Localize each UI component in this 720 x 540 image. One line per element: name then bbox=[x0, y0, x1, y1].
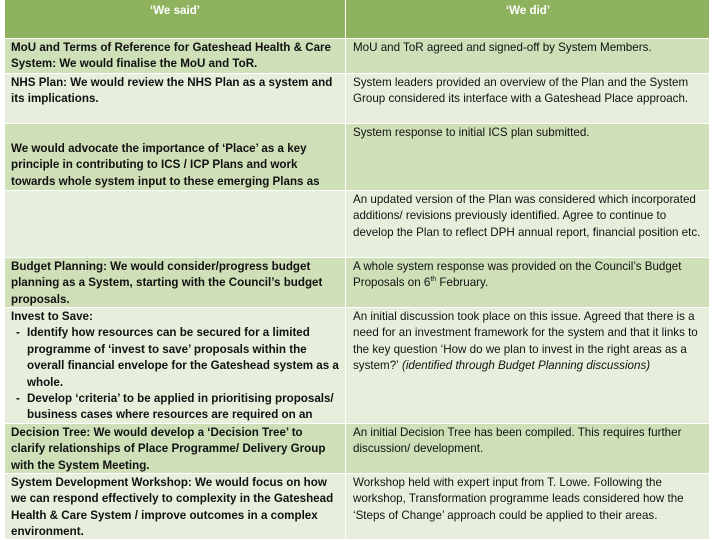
row-plan-update-did: An updated version of the Plan was considered which incorporated additions/ revisions previously identified. Agree to continue to develop the Plan to reflect DPH annual report, financial position etc. bbox=[346, 191, 710, 258]
budget-did-sup: th bbox=[430, 276, 437, 284]
invest-bullet-list bbox=[11, 325, 339, 424]
row-workshop-said: System Development Workshop: We would focus on how we can respond effectively to complexity in the Gateshead Health & Care System / improve outcomes in a complex environment. bbox=[5, 474, 346, 540]
row-decision-said: Decision Tree: We would develop a ‘Decision Tree’ to clarify relationships of Place Programme/ Delivery Group with the System Meeting. bbox=[5, 424, 346, 474]
row-mou-did: MoU and ToR agreed and signed-off by System Members. bbox=[346, 39, 710, 74]
row-budget-did bbox=[346, 258, 710, 308]
row-plan-update-said bbox=[5, 191, 346, 258]
invest-did-note: (identified through Budget Planning discussions) bbox=[398, 359, 651, 373]
header-we-said: ‘We said’ bbox=[5, 0, 346, 39]
invest-bullet: - Develop ‘criteria’ to be applied in prioritising proposals/ business cases where resources are required on an bbox=[27, 391, 339, 424]
budget-did-text: A whole system response was provided on the Council’s Budget Proposals on 6 bbox=[353, 260, 682, 290]
row-budget-said: Budget Planning: We would consider/progress budget planning as a System, starting with the Council’s budget proposals. bbox=[5, 258, 346, 308]
row-place-said: We would advocate the importance of ‘Place’ as a key principle in contributing to ICS / ICP Plans and work towards whole system input to these emerging Plans as bbox=[5, 124, 346, 191]
invest-title: Invest to Save: bbox=[11, 310, 93, 323]
row-workshop-did: Workshop held with expert input from T. Lowe. Following the workshop, Transformation programme leads considered how the ‘Steps of Change’ approach could be applied to their areas. bbox=[346, 474, 710, 540]
row-place-did: System response to initial ICS plan submitted. bbox=[346, 124, 710, 191]
header-we-did: ‘We did’ bbox=[346, 0, 710, 39]
row-invest-said bbox=[5, 308, 346, 424]
row-invest-did bbox=[346, 308, 710, 424]
row-decision-did: An initial Decision Tree has been compiled. This requires further discussion/ development. bbox=[346, 424, 710, 474]
row-nhs-plan-said: NHS Plan: We would review the NHS Plan as a system and its implications. bbox=[5, 74, 346, 124]
we-said-we-did-table bbox=[5, 0, 710, 540]
row-mou-said: MoU and Terms of Reference for Gateshead Health & Care System: We would finalise the MoU and ToR. bbox=[5, 39, 346, 74]
invest-bullet: - Identify how resources can be secured for a limited programme of ‘invest to save’ proposals within the overall financial envelope for the Gateshead system as a whole. bbox=[27, 325, 339, 391]
budget-did-text-end: February. bbox=[436, 276, 489, 290]
invest-did-text: An initial discussion took place on this issue. Agreed that there is a need for an investment framework for the system and that it links to the key question ‘How do we plan to invest in the right areas as a system?’ bbox=[353, 310, 698, 373]
row-nhs-plan-did: System leaders provided an overview of the Plan and the System Group considered its interface with a Gateshead Place approach. bbox=[346, 74, 710, 124]
